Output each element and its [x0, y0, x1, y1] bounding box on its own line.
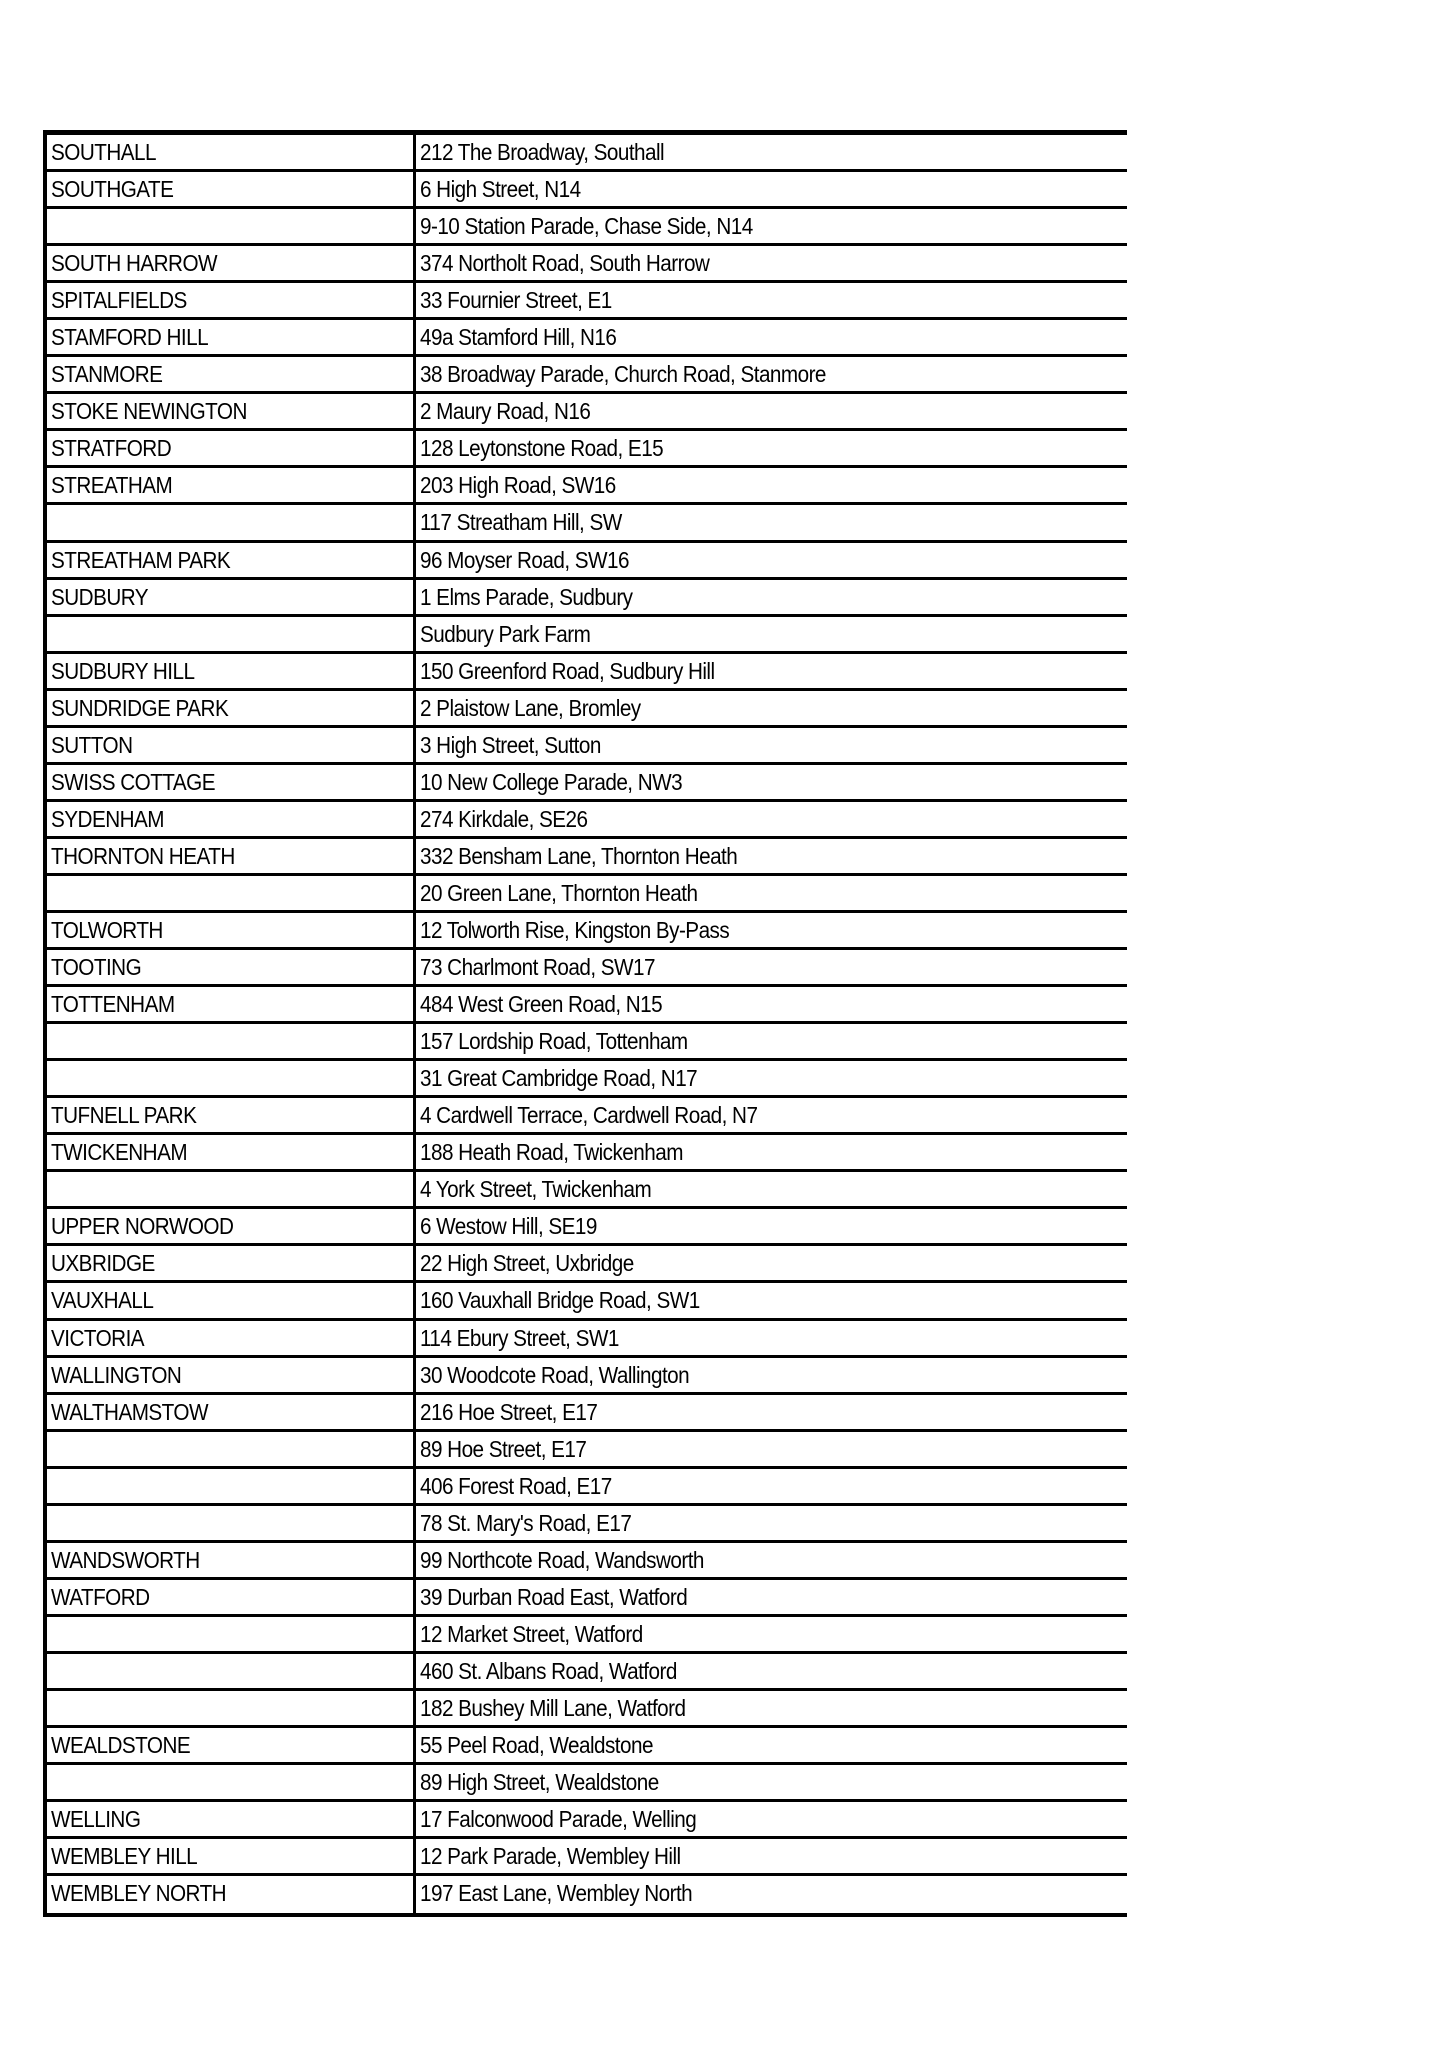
area-cell [47, 1469, 416, 1503]
address-text: 203 High Road, SW16 [420, 472, 616, 499]
table-row [47, 357, 1127, 394]
table-row [47, 172, 1127, 209]
address-text: 157 Lordship Road, Tottenham [420, 1028, 688, 1055]
address-text: 4 Cardwell Terrace, Cardwell Road, N7 [420, 1102, 758, 1129]
address-text: 6 Westow Hill, SE19 [420, 1213, 597, 1240]
area-cell [47, 1765, 416, 1799]
area-cell [47, 1358, 416, 1392]
address-cell [416, 1839, 1127, 1873]
area-name: TUFNELL PARK [51, 1102, 197, 1129]
address-cell [416, 1024, 1127, 1058]
address-text: 17 Falconwood Parade, Welling [420, 1806, 697, 1833]
table-row [47, 1246, 1127, 1283]
table-row [47, 728, 1127, 765]
address-cell [416, 765, 1127, 799]
address-cell [416, 1580, 1127, 1614]
table-row [47, 691, 1127, 728]
area-name: WEALDSTONE [51, 1732, 191, 1759]
area-cell [47, 1061, 416, 1095]
address-cell [416, 691, 1127, 725]
area-name: WATFORD [51, 1583, 150, 1610]
address-text: 182 Bushey Mill Lane, Watford [420, 1694, 686, 1721]
address-text: 49a Stamford Hill, N16 [420, 324, 617, 351]
area-cell [47, 431, 416, 465]
address-text: 6 High Street, N14 [420, 176, 581, 203]
table-row [47, 654, 1127, 691]
address-text: 3 High Street, Sutton [420, 731, 601, 758]
address-cell [416, 320, 1127, 354]
area-cell [47, 1654, 416, 1688]
area-cell [47, 913, 416, 947]
area-name: WEMBLEY HILL [51, 1843, 198, 1870]
area-cell [47, 765, 416, 799]
area-name: WEMBLEY NORTH [51, 1880, 227, 1907]
area-cell [47, 283, 416, 317]
table-row [47, 1321, 1127, 1358]
address-cell [416, 1061, 1127, 1095]
area-cell [47, 876, 416, 910]
address-text: 9-10 Station Parade, Chase Side, N14 [420, 213, 753, 240]
area-cell [47, 505, 416, 539]
address-cell [416, 1876, 1127, 1913]
area-name: UPPER NORWOOD [51, 1213, 234, 1240]
address-text: 460 St. Albans Road, Watford [420, 1657, 677, 1684]
area-cell [47, 1802, 416, 1836]
area-name: WALTHAMSTOW [51, 1398, 208, 1425]
address-text: 10 New College Parade, NW3 [420, 768, 683, 795]
address-cell [416, 1469, 1127, 1503]
area-name: WANDSWORTH [51, 1546, 200, 1573]
address-cell [416, 505, 1127, 539]
address-cell [416, 1135, 1127, 1169]
address-cell [416, 580, 1127, 614]
address-text: 484 West Green Road, N15 [420, 991, 663, 1018]
area-cell [47, 1543, 416, 1577]
address-cell [416, 357, 1127, 391]
address-cell [416, 431, 1127, 465]
area-cell [47, 728, 416, 762]
address-text: 216 Hoe Street, E17 [420, 1398, 598, 1425]
address-text: 73 Charlmont Road, SW17 [420, 954, 655, 981]
address-text: 12 Tolworth Rise, Kingston By-Pass [420, 916, 730, 943]
area-cell [47, 987, 416, 1021]
area-cell [47, 1024, 416, 1058]
address-cell [416, 987, 1127, 1021]
table-row [47, 1876, 1127, 1913]
address-text: 114 Ebury Street, SW1 [420, 1324, 619, 1351]
address-text: 33 Fournier Street, E1 [420, 287, 612, 314]
address-text: 160 Vauxhall Bridge Road, SW1 [420, 1287, 700, 1314]
table-row [47, 209, 1127, 246]
address-cell [416, 1283, 1127, 1317]
table-row [47, 1469, 1127, 1506]
table-row [47, 468, 1127, 505]
area-name: TWICKENHAM [51, 1139, 188, 1166]
area-cell [47, 394, 416, 428]
address-cell [416, 1728, 1127, 1762]
table-row [47, 1283, 1127, 1320]
address-text: 99 Northcote Road, Wandsworth [420, 1546, 704, 1573]
address-table [43, 130, 1127, 1917]
address-cell [416, 135, 1127, 169]
table-row [47, 1358, 1127, 1395]
address-cell [416, 839, 1127, 873]
area-cell [47, 1098, 416, 1132]
area-cell [47, 1321, 416, 1355]
table-row [47, 1098, 1127, 1135]
address-text: 4 York Street, Twickenham [420, 1176, 652, 1203]
area-name: UXBRIDGE [51, 1250, 155, 1277]
area-cell [47, 1395, 416, 1429]
address-text: 31 Great Cambridge Road, N17 [420, 1065, 698, 1092]
address-text: 406 Forest Road, E17 [420, 1472, 612, 1499]
area-cell [47, 1617, 416, 1651]
address-text: 274 Kirkdale, SE26 [420, 805, 588, 832]
area-name: WALLINGTON [51, 1361, 182, 1388]
area-name: SWISS COTTAGE [51, 768, 215, 795]
area-cell [47, 135, 416, 169]
address-text: Sudbury Park Farm [420, 620, 591, 647]
area-cell [47, 209, 416, 243]
address-cell [416, 172, 1127, 206]
table-row [47, 580, 1127, 617]
address-text: 188 Heath Road, Twickenham [420, 1139, 683, 1166]
area-cell [47, 1209, 416, 1243]
address-cell [416, 1432, 1127, 1466]
address-text: 12 Park Parade, Wembley Hill [420, 1843, 681, 1870]
address-text: 38 Broadway Parade, Church Road, Stanmore [420, 361, 826, 388]
table-row [47, 431, 1127, 468]
area-cell [47, 1172, 416, 1206]
area-cell [47, 357, 416, 391]
address-text: 212 The Broadway, Southall [420, 139, 665, 165]
address-text: 12 Market Street, Watford [420, 1620, 643, 1647]
address-cell [416, 654, 1127, 688]
table-row [47, 1728, 1127, 1765]
address-cell [416, 543, 1127, 577]
area-cell [47, 802, 416, 836]
table-row [47, 1209, 1127, 1246]
table-row [47, 1395, 1127, 1432]
table-row [47, 543, 1127, 580]
address-cell [416, 1543, 1127, 1577]
area-name: SUNDRIDGE PARK [51, 694, 229, 721]
address-cell [416, 1098, 1127, 1132]
address-cell [416, 394, 1127, 428]
address-text: 39 Durban Road East, Watford [420, 1583, 688, 1610]
address-cell [416, 913, 1127, 947]
table-row [47, 987, 1127, 1024]
address-cell [416, 1395, 1127, 1429]
area-cell [47, 839, 416, 873]
address-text: 117 Streatham Hill, SW [420, 509, 622, 536]
area-name: SUDBURY HILL [51, 657, 195, 684]
address-cell [416, 468, 1127, 502]
table-row [47, 1839, 1127, 1876]
table-row [47, 1765, 1127, 1802]
area-cell [47, 1432, 416, 1466]
table-row [47, 1617, 1127, 1654]
area-name: STAMFORD HILL [51, 324, 209, 351]
area-name: STOKE NEWINGTON [51, 398, 247, 425]
address-cell [416, 283, 1127, 317]
table-row [47, 1172, 1127, 1209]
area-name: TOTTENHAM [51, 991, 175, 1018]
table-row [47, 839, 1127, 876]
area-cell [47, 617, 416, 651]
address-cell [416, 1321, 1127, 1355]
address-text: 96 Moyser Road, SW16 [420, 546, 629, 573]
address-cell [416, 1246, 1127, 1280]
area-name: VAUXHALL [51, 1287, 154, 1314]
address-text: 30 Woodcote Road, Wallington [420, 1361, 690, 1388]
address-cell [416, 1654, 1127, 1688]
table-row [47, 1802, 1127, 1839]
address-cell [416, 950, 1127, 984]
table-row [47, 1580, 1127, 1617]
area-cell [47, 1283, 416, 1317]
area-cell [47, 543, 416, 577]
address-text: 150 Greenford Road, Sudbury Hill [420, 657, 715, 684]
table-row [47, 1506, 1127, 1543]
table-row [47, 876, 1127, 913]
area-cell [47, 1580, 416, 1614]
table-row [47, 394, 1127, 431]
area-name: SUDBURY [51, 583, 149, 610]
area-name: SOUTH HARROW [51, 250, 218, 277]
table-row [47, 320, 1127, 357]
table-row [47, 1691, 1127, 1728]
area-name: THORNTON HEATH [51, 842, 235, 869]
table-row [47, 765, 1127, 802]
table-row [47, 505, 1127, 542]
address-text: 89 Hoe Street, E17 [420, 1435, 587, 1462]
area-name: TOOTING [51, 954, 142, 981]
area-name: SOUTHGATE [51, 176, 174, 203]
address-text: 78 St. Mary's Road, E17 [420, 1509, 632, 1536]
table-row [47, 1024, 1127, 1061]
address-text: 332 Bensham Lane, Thornton Heath [420, 842, 738, 869]
area-cell [47, 1839, 416, 1873]
address-cell [416, 1506, 1127, 1540]
address-cell [416, 1691, 1127, 1725]
area-name: SOUTHALL [51, 139, 156, 165]
area-cell [47, 1728, 416, 1762]
address-cell [416, 1358, 1127, 1392]
area-name: TOLWORTH [51, 916, 163, 943]
address-cell [416, 876, 1127, 910]
area-name: STRATFORD [51, 435, 172, 462]
address-text: 128 Leytonstone Road, E15 [420, 435, 664, 462]
area-cell [47, 1691, 416, 1725]
address-text: 197 East Lane, Wembley North [420, 1880, 693, 1907]
table-row [47, 950, 1127, 987]
address-cell [416, 1802, 1127, 1836]
address-text: 55 Peel Road, Wealdstone [420, 1732, 653, 1759]
table-row [47, 1654, 1127, 1691]
area-name: SYDENHAM [51, 805, 165, 832]
area-name: WELLING [51, 1806, 141, 1833]
area-cell [47, 1876, 416, 1913]
table-row [47, 913, 1127, 950]
address-text: 1 Elms Parade, Sudbury [420, 583, 633, 610]
address-text: 89 High Street, Wealdstone [420, 1769, 659, 1796]
address-cell [416, 246, 1127, 280]
address-text: 20 Green Lane, Thornton Heath [420, 879, 698, 906]
area-cell [47, 654, 416, 688]
area-cell [47, 1246, 416, 1280]
area-name: SUTTON [51, 731, 133, 758]
area-cell [47, 1135, 416, 1169]
table-row [47, 283, 1127, 320]
area-cell [47, 320, 416, 354]
address-cell [416, 1209, 1127, 1243]
address-text: 22 High Street, Uxbridge [420, 1250, 634, 1277]
address-cell [416, 209, 1127, 243]
area-cell [47, 246, 416, 280]
area-name: STREATHAM [51, 472, 173, 499]
table-row [47, 1543, 1127, 1580]
address-text: 2 Maury Road, N16 [420, 398, 591, 425]
area-cell [47, 950, 416, 984]
address-cell [416, 1617, 1127, 1651]
address-text: 374 Northolt Road, South Harrow [420, 250, 710, 277]
area-cell [47, 580, 416, 614]
area-name: STREATHAM PARK [51, 546, 231, 573]
table-row [47, 135, 1127, 172]
address-cell [416, 802, 1127, 836]
table-row [47, 802, 1127, 839]
area-cell [47, 691, 416, 725]
area-name: SPITALFIELDS [51, 287, 187, 314]
table-row [47, 1135, 1127, 1172]
address-cell [416, 617, 1127, 651]
table-row [47, 1432, 1127, 1469]
address-cell [416, 1172, 1127, 1206]
table-row [47, 246, 1127, 283]
address-cell [416, 728, 1127, 762]
area-name: VICTORIA [51, 1324, 145, 1351]
address-text: 2 Plaistow Lane, Bromley [420, 694, 641, 721]
area-name: STANMORE [51, 361, 163, 388]
address-cell [416, 1765, 1127, 1799]
table-row [47, 617, 1127, 654]
area-cell [47, 1506, 416, 1540]
table-row [47, 1061, 1127, 1098]
area-cell [47, 172, 416, 206]
area-cell [47, 468, 416, 502]
